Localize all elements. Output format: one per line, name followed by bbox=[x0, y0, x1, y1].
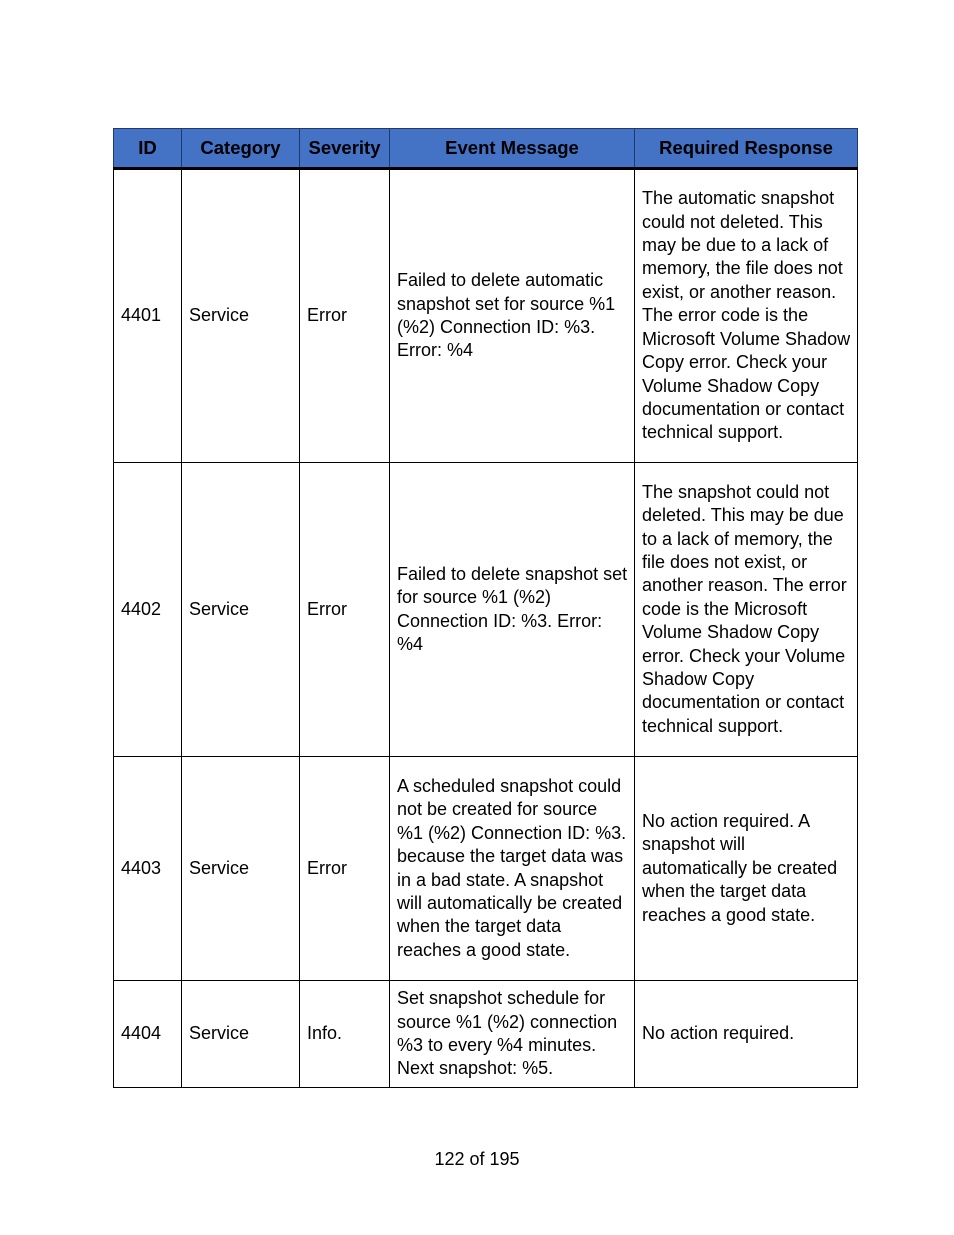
cell-severity: Error bbox=[300, 169, 390, 463]
header-row bbox=[114, 129, 858, 169]
page-number: 122 of 195 bbox=[434, 1149, 520, 1169]
cell-event-message: Failed to delete snapshot set for source %1 (%2) Connection ID: %3. Error: %4 bbox=[390, 463, 635, 757]
header-category: Category bbox=[182, 129, 300, 169]
cell-id: 4404 bbox=[114, 981, 182, 1088]
cell-id: 4402 bbox=[114, 463, 182, 757]
cell-category: Service bbox=[182, 169, 300, 463]
cell-required-response: The snapshot could not deleted. This may be due to a lack of memory, the file does not exist, or another reason. The error code is the Microsoft Volume Shadow Copy error. Check your Volume Shadow Copy documentation or contact technical support. bbox=[635, 463, 858, 757]
cell-required-response: No action required. bbox=[635, 981, 858, 1088]
cell-required-response: The automatic snapshot could not deleted. This may be due to a lack of memory, the file does not exist, or another reason. The error code is the Microsoft Volume Shadow Copy error. Check your Volume Shadow Copy documentation or contact technical support. bbox=[635, 169, 858, 463]
cell-id: 4403 bbox=[114, 757, 182, 981]
cell-category: Service bbox=[182, 757, 300, 981]
event-table bbox=[113, 128, 858, 1088]
table-row bbox=[114, 169, 858, 463]
cell-required-response: No action required. A snapshot will automatically be created when the target data reaches a good state. bbox=[635, 757, 858, 981]
table-header bbox=[114, 129, 858, 169]
table-body bbox=[114, 169, 858, 1088]
header-id: ID bbox=[114, 129, 182, 169]
header-severity: Severity bbox=[300, 129, 390, 169]
cell-event-message: A scheduled snapshot could not be created for source %1 (%2) Connection ID: %3. because the target data was in a bad state. A snapshot will automatically be created when the target data reaches a good state. bbox=[390, 757, 635, 981]
cell-event-message: Set snapshot schedule for source %1 (%2) connection %3 to every %4 minutes. Next snapshot: %5. bbox=[390, 981, 635, 1088]
cell-category: Service bbox=[182, 463, 300, 757]
cell-id: 4401 bbox=[114, 169, 182, 463]
table-row bbox=[114, 757, 858, 981]
cell-severity: Error bbox=[300, 463, 390, 757]
header-event-message: Event Message bbox=[390, 129, 635, 169]
table-row bbox=[114, 463, 858, 757]
cell-category: Service bbox=[182, 981, 300, 1088]
cell-event-message: Failed to delete automatic snapshot set for source %1 (%2) Connection ID: %3. Error: %4 bbox=[390, 169, 635, 463]
table-row bbox=[114, 981, 858, 1088]
header-required-response: Required Response bbox=[635, 129, 858, 169]
cell-severity: Error bbox=[300, 757, 390, 981]
cell-severity: Info. bbox=[300, 981, 390, 1088]
